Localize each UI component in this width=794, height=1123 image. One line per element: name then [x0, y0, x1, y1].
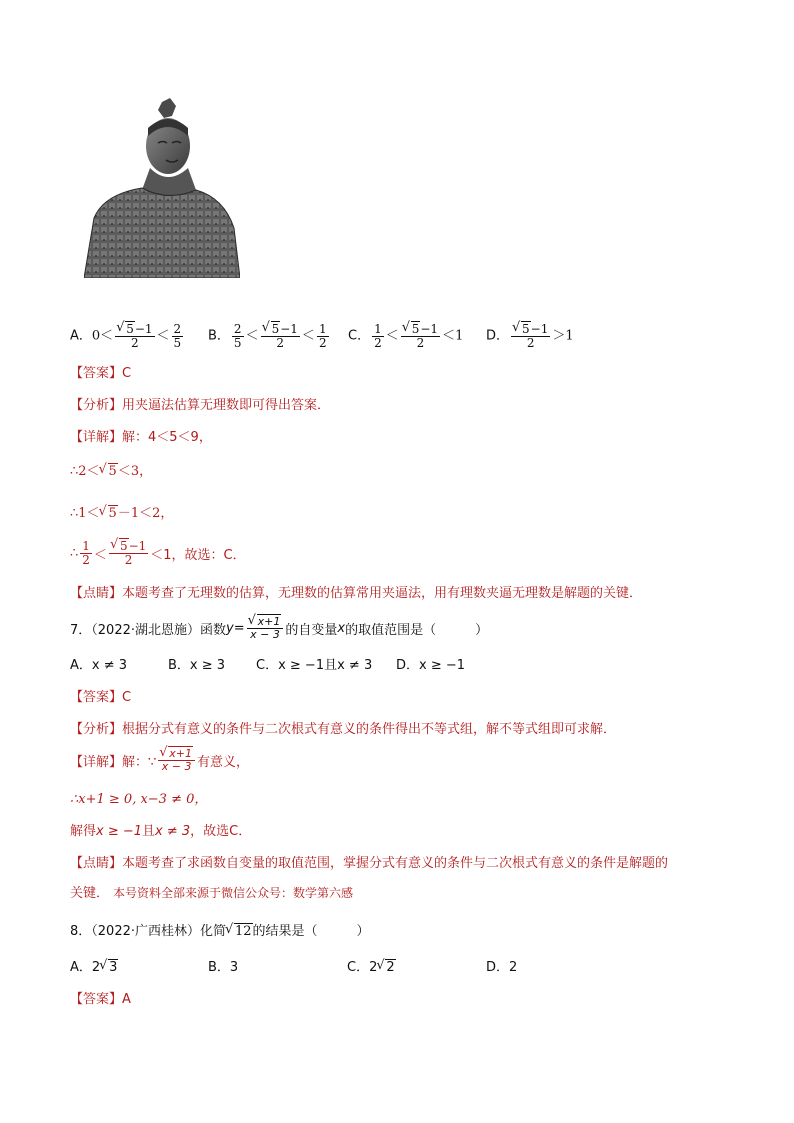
q7-answer: 【答案】C: [70, 690, 132, 705]
source-note: 本号资料全部来源于微信公众号：数学第六感: [113, 886, 354, 900]
q7-option-c: C．x ≥ −1且x ≠ 3: [256, 658, 373, 673]
q7-option-a: A．x ≠ 3: [70, 658, 128, 673]
q7-comment: 【点睛】本题考查了求函数自变量的取值范围，掌握分式有意义的条件与二次根式有意义的条件是解题的: [70, 856, 669, 871]
q6-comment: 【点睛】本题考查了无理数的估算，无理数的估算常用夹逼法，用有理数夹逼无理数是解题的关键．: [70, 586, 643, 601]
q6-analysis: 【分析】用夹逼法估算无理数即可得出答案．: [70, 398, 331, 413]
q8-option-b: B．3: [208, 960, 239, 975]
answer-tag: 【答案】: [70, 366, 123, 381]
q7-stem: 7．（2022·湖北恩施）函数 y = √ $\frac{x+1}{x - 3}$ 的自变量 x 的取值范围是（ ）: [70, 610, 488, 646]
q6-option-d: D． √ $\frac{5-1}{2}$ ＞1: [486, 323, 574, 349]
q6-step2: ∴2＜√ 5＜3，: [70, 460, 152, 479]
q8-options-row: [70, 956, 517, 975]
q8-option-d: D．2: [486, 960, 518, 975]
q6-option-c: C． $\frac{1}{2}$ ＜ √ $\frac{5-1}{2}$ ＜1: [348, 323, 486, 349]
q7-options-row: [70, 654, 465, 673]
sqrt5-fraction: √ $\frac{5-1}{2}$: [115, 323, 154, 349]
q8-stem: 8．（2022·广西桂林）化简√ 12的结果是（ ）: [70, 920, 370, 939]
q8-option-c: C．2√ 2: [347, 956, 486, 975]
q6-detail: 【详解】解：4＜5＜9，: [70, 430, 212, 445]
q7-option-d: D．x ≥ −1: [396, 658, 466, 673]
q7-detail: 【详解】 解：∵ √ $\frac{x+1}{x - 3}$ 有意义，: [70, 742, 249, 778]
q6-step4: ∴ $\frac{1}{2}$ ＜ √ $\frac{5-1}{2}$ ＜1，故选：C．: [70, 535, 246, 571]
q8-answer: 【答案】A: [70, 992, 131, 1007]
q7-step3: 解得x ≥ −1且x ≠ 3，故选C．: [70, 824, 252, 839]
q6-option-a: A．0＜ √ $\frac{5-1}{2}$ ＜ $\frac{2}{5}$: [70, 323, 208, 349]
q7-step2: ∴x+1 ≥ 0, x−3 ≠ 0，: [70, 792, 208, 807]
terracotta-warrior-photo-icon: [84, 98, 240, 278]
q7-analysis: 【分析】根据分式有意义的条件与二次根式有意义的条件得出不等式组，解不等式组即可求解．: [70, 722, 617, 737]
q7-option-b: B．x ≥ 3: [168, 658, 226, 673]
q6-step3: ∴1＜√ 5－1＜2，: [70, 502, 173, 521]
q7-comment-cont: 关键． 本号资料全部来源于微信公众号：数学第六感: [70, 886, 354, 901]
q8-option-a: A．2√ 3: [70, 956, 208, 975]
terracotta-warrior-image: [84, 98, 240, 278]
q6-options-row: [70, 318, 574, 354]
q6-answer: 【答案】C: [70, 366, 132, 381]
q6-option-b: B． $\frac{2}{5}$ ＜ √ $\frac{5-1}{2}$ ＜ $\frac{1}{2}$: [208, 323, 348, 349]
